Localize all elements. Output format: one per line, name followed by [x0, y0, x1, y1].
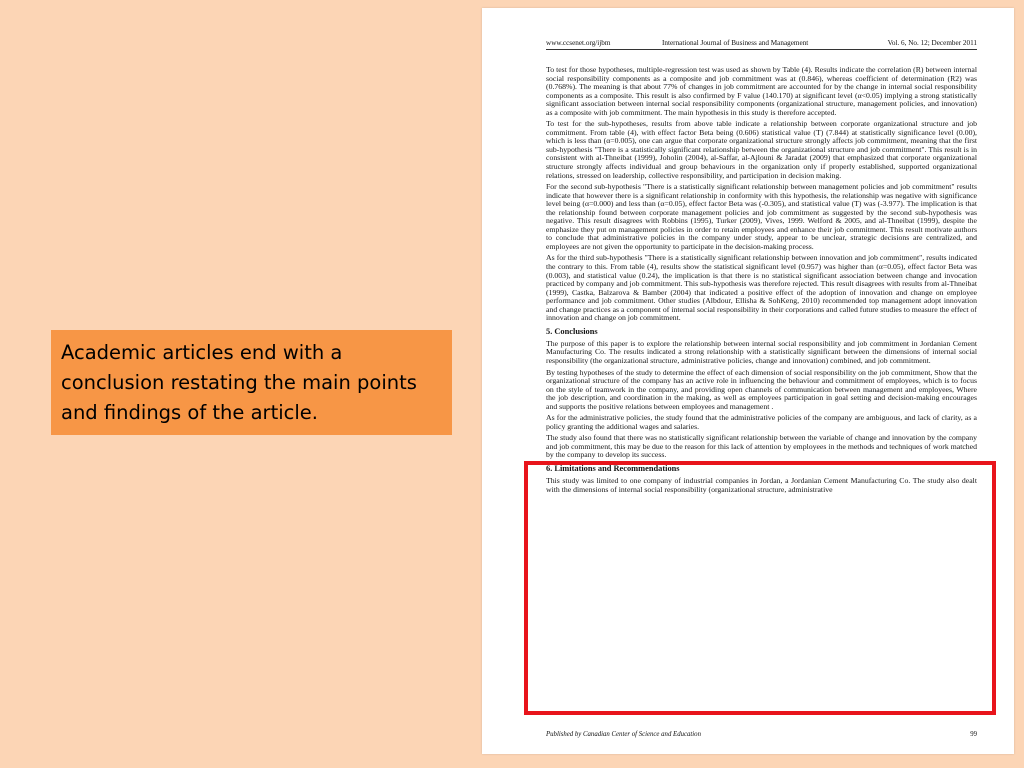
paragraph: By testing hypotheses of the study to determine the effect of each dimension of social responsibility on the job commitment, Show that the organizational structure of the company has an active role in influencing the behaviour and commitment of employees, which is to focus on the style of teamwork in the company, and providing open channels of communication between management and employees, Where the job description, and coordination in the making, as well as employees participation in goal setting and decision-making encourages and supports the positive relations between employees and management . — [546, 367, 977, 411]
page-header — [546, 38, 977, 50]
article-page — [482, 8, 1014, 754]
article-body — [546, 66, 977, 497]
page-footer — [546, 730, 977, 739]
paragraph: As for the administrative policies, the study found that the administrative policies of the company are ambiguous, and lack of clarity, as a policy granting the additional wages and salaries. — [546, 413, 977, 431]
journal-volume: Vol. 6, No. 12; December 2011 — [887, 39, 977, 47]
paragraph: The purpose of this paper is to explore the relationship between internal social responsibility and job commitment in Jordanian Cement Manufacturing Co. The results indicated a strong relationship with a statistically significant between the dimensions of internal social responsibility (the organizational structure, administrative policies, change and innovation) combined, and job commitment. — [546, 338, 977, 365]
publisher-note: Published by Canadian Center of Science and Education — [546, 731, 701, 738]
journal-url: www.ccsenet.org/ijbm — [546, 39, 611, 47]
callout-box — [51, 330, 452, 435]
paragraph: The study also found that there was no statistically significant relationship between the variable of change and innovation by the company and job commitment, this may be due to the reason for this lack of attention by employees in the methods and techniques of work matched by the company to develop its success. — [546, 433, 977, 460]
section-heading-conclusions: 5. Conclusions — [546, 326, 598, 336]
paragraph: To test for the sub-hypotheses, results from above table indicate a relationship between corporate organizational structure and job commitment. From table (4), with effect factor Beta being (0.606) statistical value (T) (7.844) at statistically significance level (0.00), which is less than (α=0.005), one can argue that corporate organizational structure strongly affects job commitment, meaning that the first sub-hypothesis "There is a statistically significant relationship between the organizational structure and job commitment". This result is in consistent with al-Thneibat (1999), Joholin (2004), al-Saffar, al-Ajlouni & Jaradat (2009) that emphasized that corporate organizational structure strongly affects individual and group behaviours in the organization only if properly established, supported organizational relations, stressed on leadership, collective responsibility, and participation in decision making. — [546, 119, 977, 180]
page-number: 99 — [970, 731, 977, 738]
paragraph: For the second sub-hypothesis "There is a statistically significant relationship between management policies and job commitment" results indicate that however there is a significant relationship in conformity with this hypothesis, the relationship was negative with significance level being (α=0.000) and less than (α=0.05), effect factor Beta was (-0.305), and statistical value (T) was (-3.977). The implication is that the relationship found between corporate management policies and job commitment as suggested by the second sub-hypothesis was negative. This result disagrees with Robbins (1995), Turker (2009), Vives, 1999. Welford & 2005, and al-Thneibat (1999), despite the emphasize they put on management policies in order to retain employees and enhance their job commitment. This result motivate authors to conclude that administrative policies in the company under study, appear to be unclear, strategic decisions are centralized, and employees are not given the opportunity to participate in the decision-making process. — [546, 182, 977, 251]
paragraph: As for the third sub-hypothesis "There is a statistically significant relationship between innovation and job commitment", results indicated the contrary to this. From table (4), results show the statistical significant level (0.957) was higher than (α=0.05), effect factor Beta was (0.003), and statistical value (0.24), the implication is that there is no statistical significant association between change and invocation practiced by company and job commitment. This sub-hypothesis was therefore rejected. This result disagrees with results from al-Thneibat (1999), Castka, Balzarova & Bamber (2004) that indicated a positive effect of the adoption of innovation and change on employee performance and job commitment. Other studies (Albdour, Ellisha & SohKeng, 2010) recommended top management adopt innovation and change practices as a component of internal social responsibility in their corporations and called future studies to measure the effect of innovation and change on job commitment. — [546, 253, 977, 323]
section-heading-limitations: 6. Limitations and Recommendations — [546, 463, 680, 473]
callout-text: Academic articles end with a conclusion restating the main points and findings of the article. — [61, 341, 417, 424]
paragraph: This study was limited to one company of industrial companies in Jordan, a Jordanian Cement Manufacturing Co. The study also dealt with the dimensions of internal social responsibility (organizational structure, administrative — [546, 475, 977, 494]
journal-title: International Journal of Business and Management — [662, 39, 809, 47]
paragraph: To test for those hypotheses, multiple-regression test was used as shown by Table (4). Results indicate the correlation (R) between internal social responsibility components as a composite and job commitment was at (0.846), whereas coefficient of determination (R2) was (0.768%). The meaning is that about 77% of changes in job commitment are accounted for by the change in internal social responsibility components as a composite. This result is also confirmed by F value (140.170) at significant level (α<0.05) implying a strong statistically significant association between internal social responsibility components (organizational structure, management policies, and innovation) as a composite with job commitment. The main hypothesis in this study is therefore accepted. — [546, 65, 977, 117]
